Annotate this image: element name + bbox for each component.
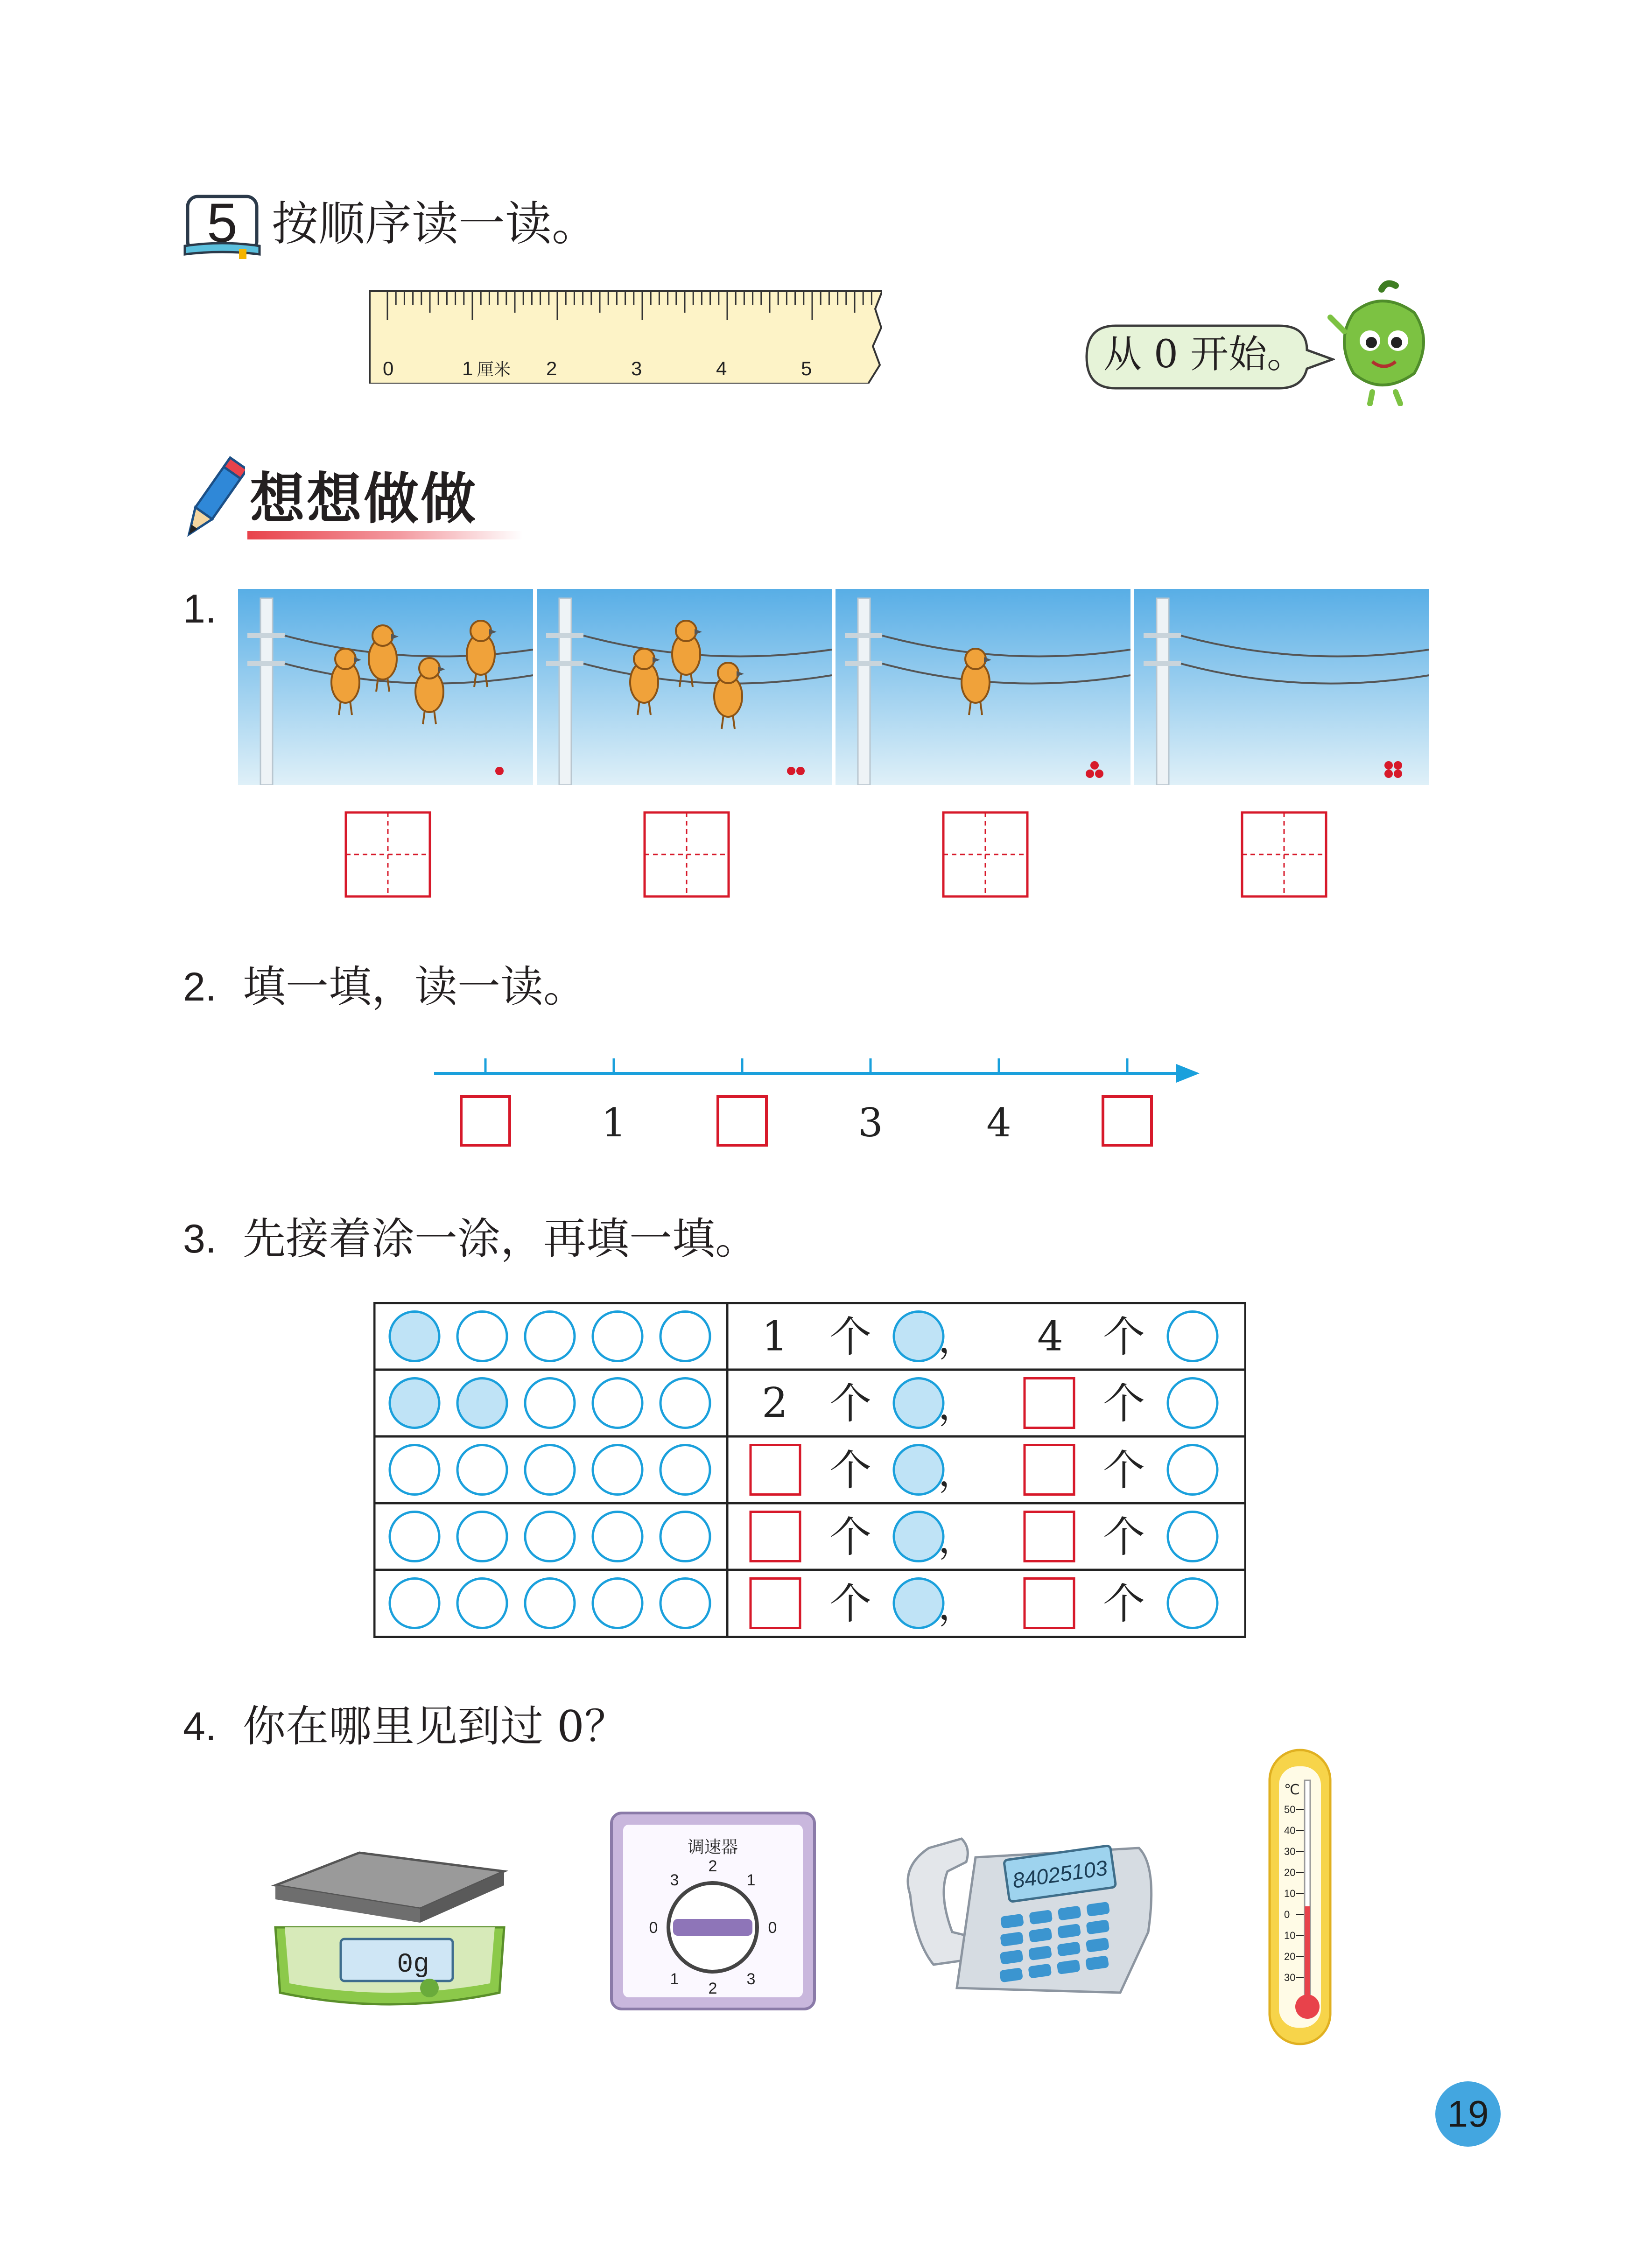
dial-number: 3 [670,1871,679,1889]
coloring-table [373,1302,1246,1638]
comma: ， [938,1518,976,1561]
empty-circle-icon [1168,1445,1217,1495]
heading-underline [247,531,523,539]
pencil-icon [180,455,245,544]
uncolored-count-box[interactable] [1025,1379,1074,1428]
number-line [434,1050,1200,1171]
uncolored-count-box[interactable] [1025,1445,1074,1495]
dial-number: 1 [670,1970,679,1988]
number-line-answer-box[interactable] [461,1097,510,1145]
ruler-label-2: 2 [546,357,557,379]
thermo-tick-label: 10 [1284,1930,1296,1941]
comma: ， [938,1384,976,1428]
wire-birds-panel [537,589,832,785]
thermo-tick-label: 10 [1284,1888,1296,1899]
color-circle[interactable] [390,1379,439,1428]
color-circle[interactable] [660,1312,710,1361]
color-circle[interactable] [390,1445,439,1495]
q3-number: 3. [183,1217,217,1261]
telephone-icon [896,1820,1162,2002]
think-do-heading: 想想做做 [250,469,478,530]
color-circle[interactable] [660,1445,710,1495]
ruler-label-5: 5 [801,357,812,379]
empty-circle-icon [1168,1379,1217,1428]
empty-circle-icon [1168,1579,1217,1628]
comma: ， [938,1317,976,1361]
number-line-answer-box[interactable] [718,1097,766,1145]
count-dot [796,767,805,775]
color-circle[interactable] [457,1579,507,1628]
ruler-label-0: 0 [383,357,394,379]
count-dot [1384,770,1393,778]
color-circle[interactable] [660,1512,710,1561]
number-line-label: 4 [986,1100,1011,1146]
colored-count: 1 [762,1312,788,1360]
empty-circle-icon [1168,1312,1217,1361]
scale-display: 0g [397,1950,429,1980]
comma: ， [938,1451,976,1495]
thermo-tick-label: 30 [1284,1972,1296,1983]
unit-label: 个 [829,1512,871,1562]
colored-count-box[interactable] [751,1445,800,1495]
q2-title: 填一填，读一读。 [243,962,587,1012]
speed-dial-icon [609,1811,817,2011]
colored-count: 2 [762,1379,788,1427]
dial-number: 1 [746,1871,756,1889]
uncolored-count-box[interactable] [1025,1579,1074,1628]
q4-number: 4. [183,1704,217,1749]
unit-label: 个 [1103,1446,1145,1495]
color-circle[interactable] [525,1579,575,1628]
unit-label: 个 [829,1379,871,1428]
filled-circle-icon [894,1579,943,1628]
thermo-tick-label: 20 [1284,1867,1296,1878]
color-circle[interactable] [593,1445,642,1495]
filled-circle-icon [894,1312,943,1361]
empty-circle-icon [1168,1512,1217,1561]
count-dot [1090,761,1099,770]
color-circle[interactable] [457,1379,507,1428]
wire-birds-panel [238,589,533,785]
unit-label: 个 [829,1312,871,1362]
count-dot [1384,761,1393,770]
color-circle[interactable] [457,1512,507,1561]
color-circle[interactable] [457,1312,507,1361]
wire-birds-panel [1134,589,1429,785]
color-circle[interactable] [593,1312,642,1361]
count-dot [787,767,795,775]
page-number: 19 [1435,2081,1501,2147]
count-dot [1394,770,1402,778]
thermo-tick-label: 20 [1284,1951,1296,1962]
color-circle[interactable] [660,1379,710,1428]
answer-grid[interactable] [643,811,730,898]
ruler-label-4: 4 [716,357,727,379]
uncolored-count-box[interactable] [1025,1512,1074,1561]
thermo-unit: ℃ [1284,1782,1300,1798]
bubble-text: 从 0 开始。 [1103,332,1306,377]
section-number: 5 [207,192,238,254]
thermo-tick-label: 40 [1284,1825,1296,1836]
wire-birds-panel [836,589,1130,785]
number-line-label: 1 [601,1100,626,1146]
dial-number: 2 [708,1980,717,1997]
color-circle[interactable] [457,1445,507,1495]
count-dot [495,767,504,775]
pepper-mascot-icon [1326,280,1438,406]
number-line-label: 3 [858,1100,883,1146]
colored-count-box[interactable] [751,1512,800,1561]
colored-count-box[interactable] [751,1579,800,1628]
ruler-label-3: 3 [631,357,642,379]
ruler-label-1: 1 [462,357,473,379]
answer-grid[interactable] [1241,811,1327,898]
count-dot [1095,770,1103,778]
thermo-tick-label: 30 [1284,1846,1296,1857]
color-circle[interactable] [390,1512,439,1561]
unit-label: 个 [829,1446,871,1495]
q2-number: 2. [183,965,217,1009]
uncolored-count: 4 [1037,1312,1063,1360]
color-circle[interactable] [525,1312,575,1361]
thermo-tick-label: 50 [1284,1804,1296,1815]
color-circle[interactable] [593,1379,642,1428]
q3-title: 先接着涂一涂，再填一填。 [243,1214,758,1264]
ruler-unit: 厘米 [477,360,511,379]
color-circle[interactable] [525,1379,575,1428]
count-dot [1394,761,1402,770]
number-line-answer-box[interactable] [1103,1097,1152,1145]
q1-number: 1. [183,587,217,631]
dial-number: 2 [708,1857,717,1875]
unit-label: 个 [829,1579,871,1629]
color-circle[interactable] [593,1579,642,1628]
dial-number: 0 [768,1919,777,1937]
thermo-tick-label: 0 [1284,1909,1290,1920]
color-circle[interactable] [660,1579,710,1628]
unit-label: 个 [1103,1579,1145,1629]
dial-number: 0 [649,1919,658,1937]
q4-title: 你在哪里见到过 0？ [243,1701,627,1751]
comma: ， [938,1584,976,1628]
thermometer-icon [1267,1748,1333,2046]
ruler-illustration [369,290,882,384]
unit-label: 个 [1103,1512,1145,1562]
unit-label: 个 [1103,1379,1145,1428]
answer-grid[interactable] [942,811,1029,898]
unit-label: 个 [1103,1312,1145,1362]
color-circle[interactable] [593,1512,642,1561]
phone-display: 84025103 [1011,1855,1109,1893]
color-circle[interactable] [525,1445,575,1495]
color-circle[interactable] [525,1512,575,1561]
dial-number: 3 [746,1970,756,1988]
dial-title: 调速器 [687,1838,738,1857]
filled-circle-icon [894,1512,943,1561]
section-title: 按顺序读一读。 [272,196,598,251]
color-circle[interactable] [390,1579,439,1628]
kitchen-scale-icon [266,1834,513,2011]
answer-grid[interactable] [344,811,431,898]
color-circle[interactable] [390,1312,439,1361]
filled-circle-icon [894,1445,943,1495]
count-dot [1086,770,1094,778]
filled-circle-icon [894,1379,943,1428]
